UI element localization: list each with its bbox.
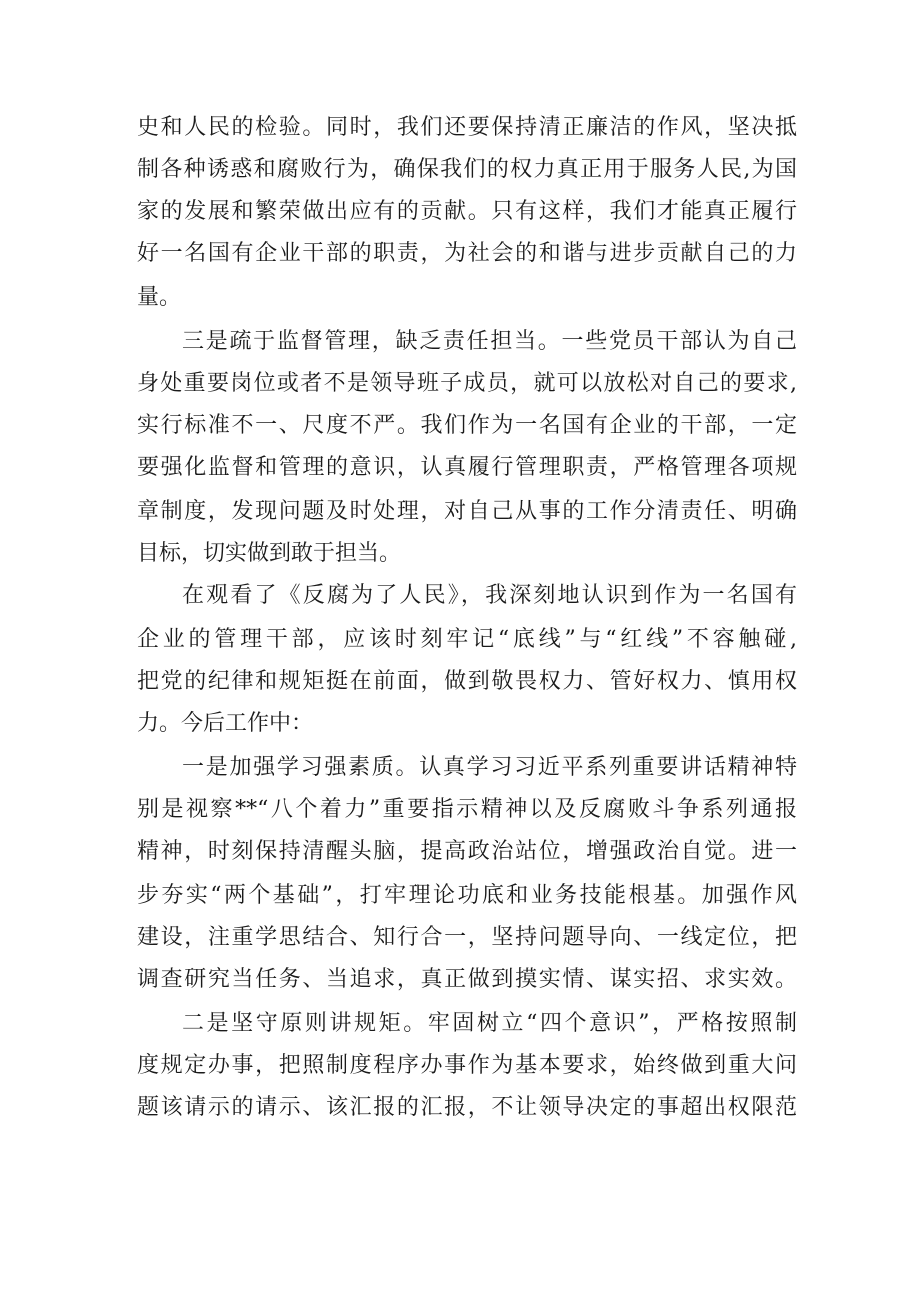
text-line: 章制度，发现问题及时处理，对自己从事的工作分清责任、明确 bbox=[137, 499, 797, 524]
text-line: 制各种诱惑和腐败行为，确保我们的权力真正用于服务人民,为国 bbox=[137, 157, 797, 182]
text-line: 精神，时刻保持清醒头脑，提高政治站位，增强政治自觉。进一 bbox=[137, 839, 797, 864]
text-line: 二是坚守原则讲规矩。牢固树立“四个意识”，严格按照制 bbox=[182, 1011, 797, 1036]
text-line: 好一名国有企业干部的职责，为社会的和谐与进步贡献自己的力 bbox=[137, 241, 797, 266]
text-line: 力。今后工作中： bbox=[137, 711, 314, 736]
text-line: 家的发展和繁荣做出应有的贡献。只有这样，我们才能真正履行 bbox=[137, 199, 797, 224]
text-line: 步夯实“两个基础”，打牢理论功底和业务技能根基。加强作风 bbox=[137, 883, 797, 908]
text-line: 题该请示的请示、该汇报的汇报，不让领导决定的事超出权限范 bbox=[137, 1095, 797, 1120]
text-line: 建设，注重学思结合、知行合一，坚持问题导向、一线定位，把 bbox=[137, 925, 797, 950]
text-line: 一是加强学习强素质。认真学习习近平系列重要讲话精神特 bbox=[182, 755, 797, 780]
text-line: 把党的纪律和规矩挺在前面，做到敬畏权力、管好权力、慎用权 bbox=[137, 669, 797, 694]
text-line: 目标，切实做到敢于担当。 bbox=[137, 541, 402, 566]
text-line: 三是疏于监督管理，缺乏责任担当。一些党员干部认为自己 bbox=[182, 329, 797, 354]
text-line: 企业的管理干部，应该时刻牢记“底线”与“红线”不容触碰, bbox=[137, 627, 797, 652]
text-line: 实行标准不一、尺度不严。我们作为一名国有企业的干部，一定 bbox=[137, 413, 797, 438]
text-line: 度规定办事，把照制度程序办事作为基本要求，始终做到重大问 bbox=[137, 1053, 797, 1078]
text-line: 别是视察**“八个着力”重要指示精神以及反腐败斗争系列通报 bbox=[137, 797, 797, 822]
text-line: 在观看了《反腐为了人民》，我深刻地认识到作为一名国有 bbox=[182, 583, 797, 608]
text-line: 量。 bbox=[137, 285, 182, 310]
text-line: 身处重要岗位或者不是领导班子成员，就可以放松对自己的要求, bbox=[137, 371, 797, 396]
text-line: 要强化监督和管理的意识，认真履行管理职责，严格管理各项规 bbox=[137, 455, 797, 480]
text-line: 调查研究当任务、当追求，真正做到摸实情、谋实招、求实效。 bbox=[137, 967, 797, 992]
text-line: 史和人民的检验。同时，我们还要保持清正廉洁的作风，坚决抵 bbox=[137, 115, 797, 140]
